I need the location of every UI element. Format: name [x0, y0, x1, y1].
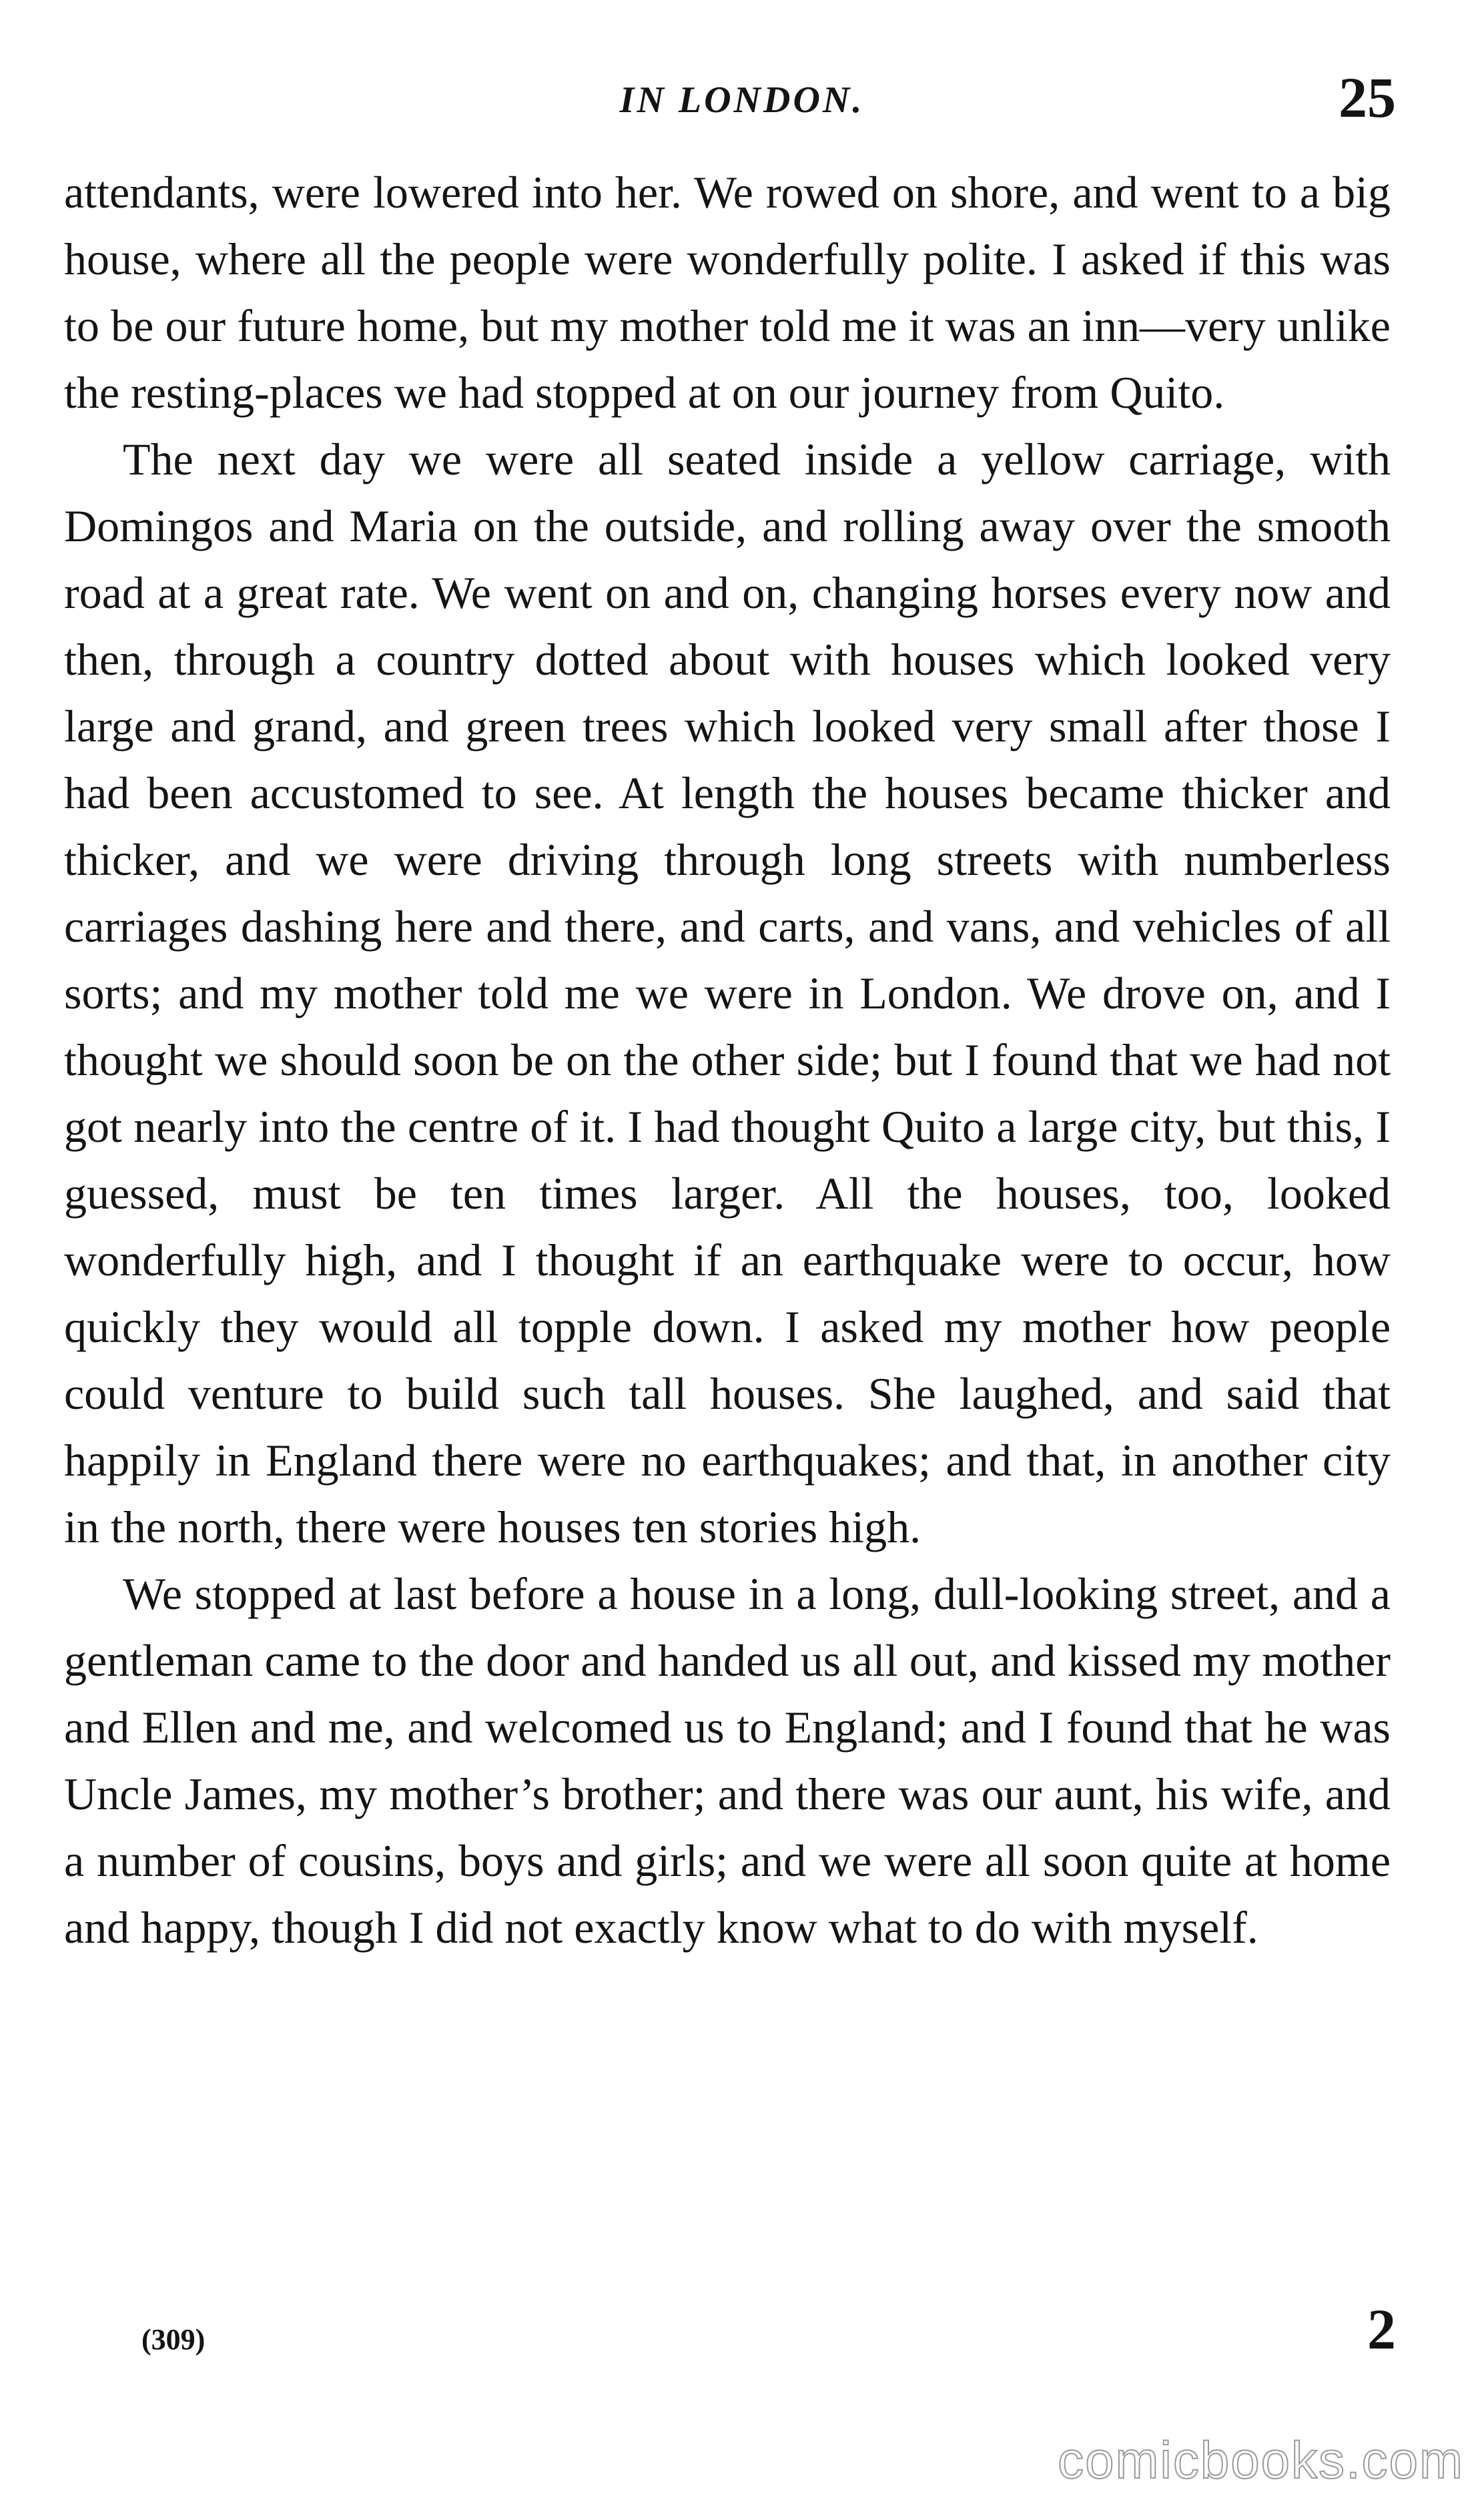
paragraph-2: The next day we were all seated inside a yellow carriage, with Domingos and Maria on the outside, and rolling away over the smooth road at a great rate. We went on and on, changing horses every now and then, through a country dotted about with houses which looked very large and grand, and green trees which looked very small after those I had been accustomed to see. At length the houses became thicker and thicker, and we were driving through long streets with numberless carriages dashing here and there, and carts, and vans, and vehicles of all sorts; and my mother told me we were in London. We drove on, and I thought we should soon be on the other side; but I found that we had not got nearly into the centre of it. I had thought Quito a large city, but this, I guessed, must be ten times larger. All the houses, too, looked wonderfully high, and I thought if an earthquake were to occur, how quickly they would all topple down. I asked my mother how people could venture to build such tall houses. She laughed, and said that happily in England there were no earthquakes; and that, in another city in the north, there were houses ten stories high. — [64, 434, 1391, 1552]
paragraph-3: We stopped at last before a house in a long, dull-looking street, and a gentleman came to the door and handed us all out, and kissed my mother and Ellen and me, and welcomed us to England; and I found that he was Uncle James, my mother’s brother; and there was our aunt, his wife, and a number of cousins, boys and girls; and we were all soon quite at home and happy, though I did not exactly know what to do with myself. — [64, 1568, 1391, 1953]
page-number: 25 — [1339, 65, 1396, 129]
printer-mark: (309) — [141, 2323, 206, 2356]
watermark: comicbooks.com — [1058, 2431, 1464, 2489]
paragraph-1: attendants, were lowered into her. We rowed on shore, and went to a big house, where all the people were wonderfully polite. I asked if this was to be our future home, but my mother told me it was an inn—very unlike the resting-places we had stopped at on our journey from Quito. — [64, 167, 1391, 418]
signature-mark: 2 — [1367, 2297, 1396, 2361]
running-head-title: IN LONDON. — [619, 79, 865, 121]
body-text — [64, 159, 1391, 1961]
